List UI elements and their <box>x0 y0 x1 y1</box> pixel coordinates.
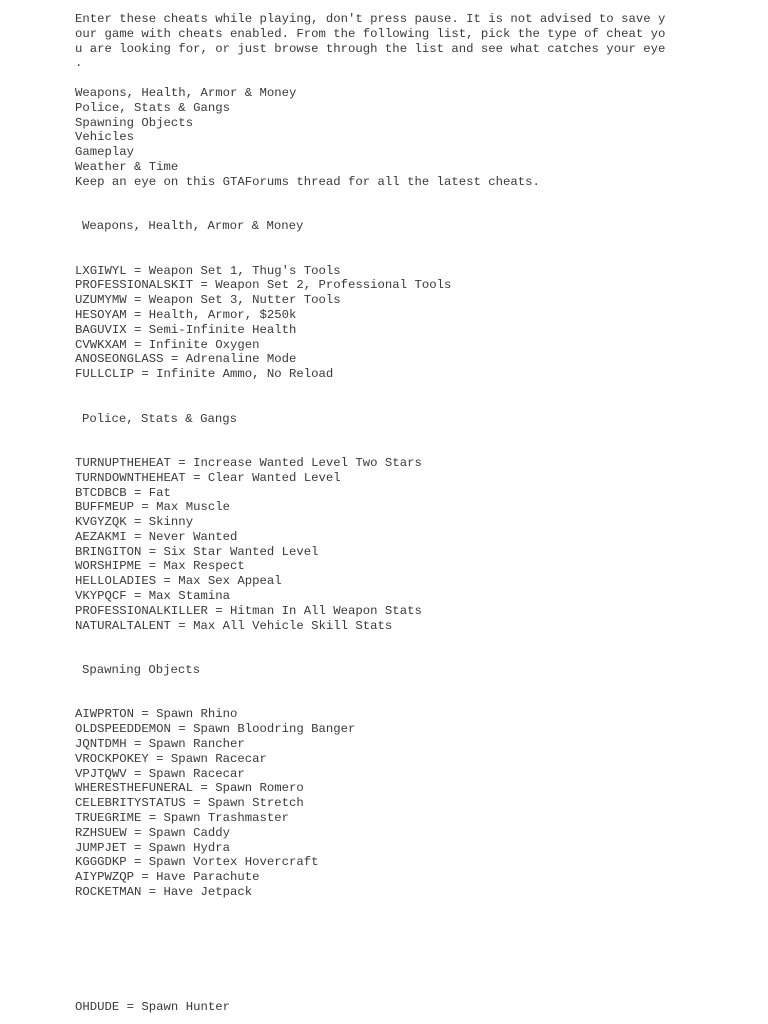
cheat-line: NATURALTALENT = Max All Vehicle Skill Stats <box>75 618 393 633</box>
cheat-line: VPJTQWV = Spawn Racecar <box>75 766 245 781</box>
cheat-line: TRUEGRIME = Spawn Trashmaster <box>75 811 290 826</box>
forum-note: Keep an eye on this GTAForums thread for all the latest cheats. <box>75 174 540 189</box>
cheat-line: UZUMYMW = Weapon Set 3, Nutter Tools <box>75 293 341 308</box>
cheat-line: RZHSUEW = Spawn Caddy <box>75 825 230 840</box>
section-spawning <box>75 663 675 900</box>
cheat-line: LXGIWYL = Weapon Set 1, Thug's Tools <box>75 263 341 278</box>
section-heading: Weapons, Health, Armor & Money <box>82 219 304 234</box>
cheat-line: AIWPRTON = Spawn Rhino <box>75 707 238 722</box>
cheat-line: AIYPWZQP = Have Parachute <box>75 870 260 885</box>
cheat-line: OLDSPEEDDEMON = Spawn Bloodring Banger <box>75 722 356 737</box>
toc-item-police: Police, Stats & Gangs <box>75 100 230 115</box>
cheat-line: VROCKPOKEY = Spawn Racecar <box>75 751 267 766</box>
cheat-line: CELEBRITYSTATUS = Spawn Stretch <box>75 796 304 811</box>
cheat-line: ROCKETMAN = Have Jetpack <box>75 885 253 900</box>
section-heading: Police, Stats & Gangs <box>82 411 237 426</box>
cheat-line: TURNUPTHEHEAT = Increase Wanted Level Two Stars <box>75 455 422 470</box>
cheat-line: HESOYAM = Health, Armor, $250k <box>75 307 297 322</box>
cheat-line: ANOSEONGLASS = Adrenaline Mode <box>75 352 297 367</box>
intro-line: our game with cheats enabled. From the following list, pick the type of cheat yo <box>75 26 666 41</box>
cheat-line: WHERESTHEFUNERAL = Spawn Romero <box>75 781 304 796</box>
intro-line: u are looking for, or just browse through the list and see what catches your eye <box>75 41 666 56</box>
cheat-line: BRINGITON = Six Star Wanted Level <box>75 544 319 559</box>
cheat-line: VKYPQCF = Max Stamina <box>75 589 230 604</box>
section-heading: Spawning Objects <box>82 663 201 678</box>
toc-item-weapons: Weapons, Health, Armor & Money <box>75 85 297 100</box>
cheat-line: WORSHIPME = Max Respect <box>75 559 245 574</box>
toc-item-gameplay: Gameplay <box>75 145 135 160</box>
cheat-line: AEZAKMI = Never Wanted <box>75 529 238 544</box>
cheat-line: OHDUDE = Spawn Hunter <box>75 999 230 1014</box>
intro-line: . <box>75 56 83 71</box>
section-police <box>75 412 675 634</box>
table-of-contents <box>75 86 675 190</box>
cheat-line: KVGYZQK = Skinny <box>75 515 194 530</box>
cheat-line: BUFFMEUP = Max Muscle <box>75 500 230 515</box>
cheat-line: CVWKXAM = Infinite Oxygen <box>75 337 260 352</box>
cheat-line: JUMPJET = Spawn Hydra <box>75 840 230 855</box>
cheat-line: JQNTDMH = Spawn Rancher <box>75 737 245 752</box>
cheat-line: FULLCLIP = Infinite Ammo, No Reload <box>75 367 334 382</box>
document-page <box>75 12 675 1015</box>
cheat-line: HELLOLADIES = Max Sex Appeal <box>75 574 282 589</box>
intro-line: Enter these cheats while playing, don't press pause. It is not advised to save y <box>75 12 666 26</box>
toc-item-weather: Weather & Time <box>75 159 179 174</box>
toc-item-vehicles: Vehicles <box>75 130 135 145</box>
toc-item-spawning: Spawning Objects <box>75 115 194 130</box>
cheat-line: BTCDBCB = Fat <box>75 485 171 500</box>
cheat-line: BAGUVIX = Semi-Infinite Health <box>75 322 297 337</box>
intro-paragraph <box>75 12 675 71</box>
cheat-line: KGGGDKP = Spawn Vortex Hovercraft <box>75 855 319 870</box>
cheat-line: PROFESSIONALSKIT = Weapon Set 2, Professional Tools <box>75 278 452 293</box>
section-weapons <box>75 219 675 382</box>
cheat-line: TURNDOWNTHEHEAT = Clear Wanted Level <box>75 470 341 485</box>
cheat-line: PROFESSIONALKILLER = Hitman In All Weapon Stats <box>75 603 422 618</box>
